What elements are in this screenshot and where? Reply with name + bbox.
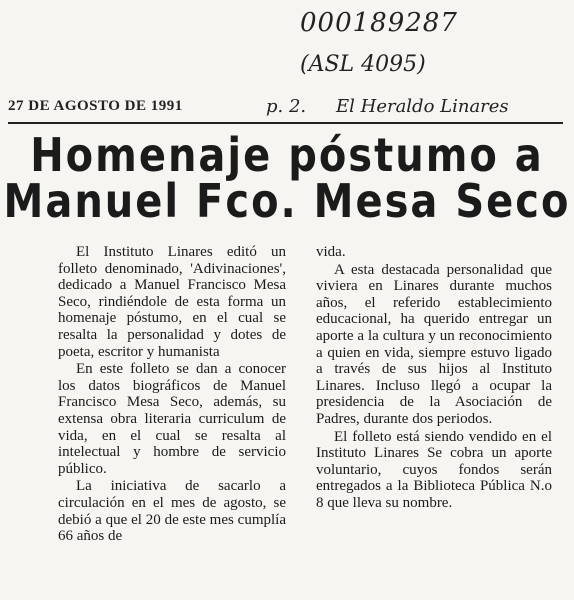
article-column-2 xyxy=(316,244,552,512)
publication-date: 27 DE AGOSTO DE 1991 xyxy=(8,98,183,114)
headline-line-2: Manuel Fco. Mesa Seco xyxy=(3,175,571,229)
paragraph: La iniciativa de sacarlo a circulación en el mes de agosto, se debió a que el 20 de este mes cumplía 66 años de xyxy=(58,478,286,545)
handwritten-code: 000189287 xyxy=(300,8,458,38)
headline-line-1: Homenaje póstumo a xyxy=(30,129,544,183)
paragraph: vida. xyxy=(316,244,346,260)
handwritten-catalog-number: (ASL 4095) xyxy=(300,52,426,77)
article-column-1 xyxy=(58,244,286,545)
paragraph: En este folleto se dan a conocer los datos biográficos de Manuel Francisco Mesa Seco, además, su extensa obra literaria curriculum de vida, en el cual se resalta al intelectual y hombre de servicio público. xyxy=(58,361,286,477)
paragraph: A esta destacada personalidad que viviera en Linares durante muchos años, el referido establecimiento educacional, ha querido entregar un aporte a la cultura y un reconocimiento a quien en vida, siempre estuvo ligado a través de sus hijos al Instituto Linares. Incluso llegó a ocupar la presidencia de la Asociación de Padres, durante dos periodos. xyxy=(316,261,552,427)
handwritten-newspaper-name: El Heraldo Linares xyxy=(336,96,509,117)
header-rule xyxy=(8,122,563,124)
paragraph: El Instituto Linares editó un folleto denominado, 'Adivinaciones', dedicado a Manuel Francisco Mesa Seco, rindiéndole de esta forma un homenaje póstumo, en el cual se resalta la personalidad y dotes de poeta, escritor y humanista xyxy=(58,244,286,360)
paragraph: El folleto está siendo vendido en el Instituto Linares Se cobra un aporte voluntario, cuyos fondos serán entregados a la Biblioteca Pública N.o 8 que lleva su nombre. xyxy=(316,428,552,511)
handwritten-page-ref: p. 2. xyxy=(266,96,307,117)
